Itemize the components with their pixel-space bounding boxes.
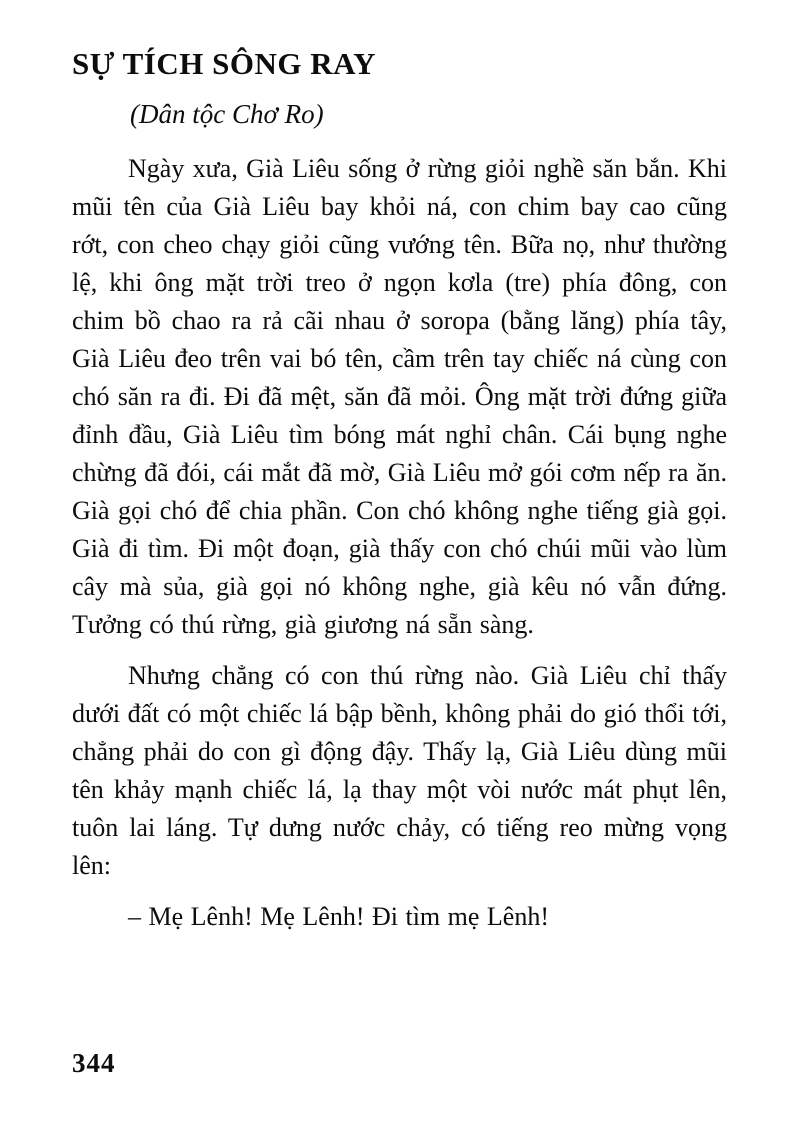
- story-paragraph-2: Nhưng chẳng có con thú rừng nào. Già Liêu chỉ thấy dưới đất có một chiếc lá bập bềnh, không phải do gió thổi tới, chẳng phải do con gì động đậy. Thấy lạ, Già Liêu dùng mũi tên khảy mạnh chiếc lá, lạ thay một vòi nước mát phụt lên, tuôn lai láng. Tự dưng nước chảy, có tiếng reo mừng vọng lên:: [72, 661, 727, 881]
- ethnic-group-subtitle: (Dân tộc Chơ Ro): [130, 98, 324, 129]
- story-body: [72, 150, 727, 936]
- page-number: 344: [72, 1048, 116, 1078]
- dialogue-line: – Mẹ Lênh! Mẹ Lênh! Đi tìm mẹ Lênh!: [128, 902, 549, 932]
- page-title: SỰ TÍCH SÔNG RAY: [72, 46, 377, 81]
- story-paragraph-1: Ngày xưa, Già Liêu sống ở rừng giỏi nghề săn bắn. Khi mũi tên của Già Liêu bay khỏi ná, con chim bay cao cũng rớt, con cheo chạy giỏi cũng vướng tên. Bữa nọ, như thường lệ, khi ông mặt trời treo ở ngọn kơla (tre) phía đông, con chim bồ chao ra rả cãi nhau ở soropa (bằng lăng) phía tây, Già Liêu đeo trên vai bó tên, cầm trên tay chiếc ná cùng con chó săn ra đi. Đi đã mệt, săn đã mỏi. Ông mặt trời đứng giữa đỉnh đầu, Già Liêu tìm bóng mát nghỉ chân. Cái bụng nghe chừng đã đói, cái mắt đã mờ, Già Liêu mở gói cơm nếp ra ăn. Già gọi chó để chia phần. Con chó không nghe tiếng già gọi. Già đi tìm. Đi một đoạn, già thấy con chó chúi mũi vào lùm cây mà sủa, già gọi nó không nghe, già kêu nó vẫn đứng. Tưởng có thú rừng, già giương ná sẵn sàng.: [72, 154, 727, 640]
